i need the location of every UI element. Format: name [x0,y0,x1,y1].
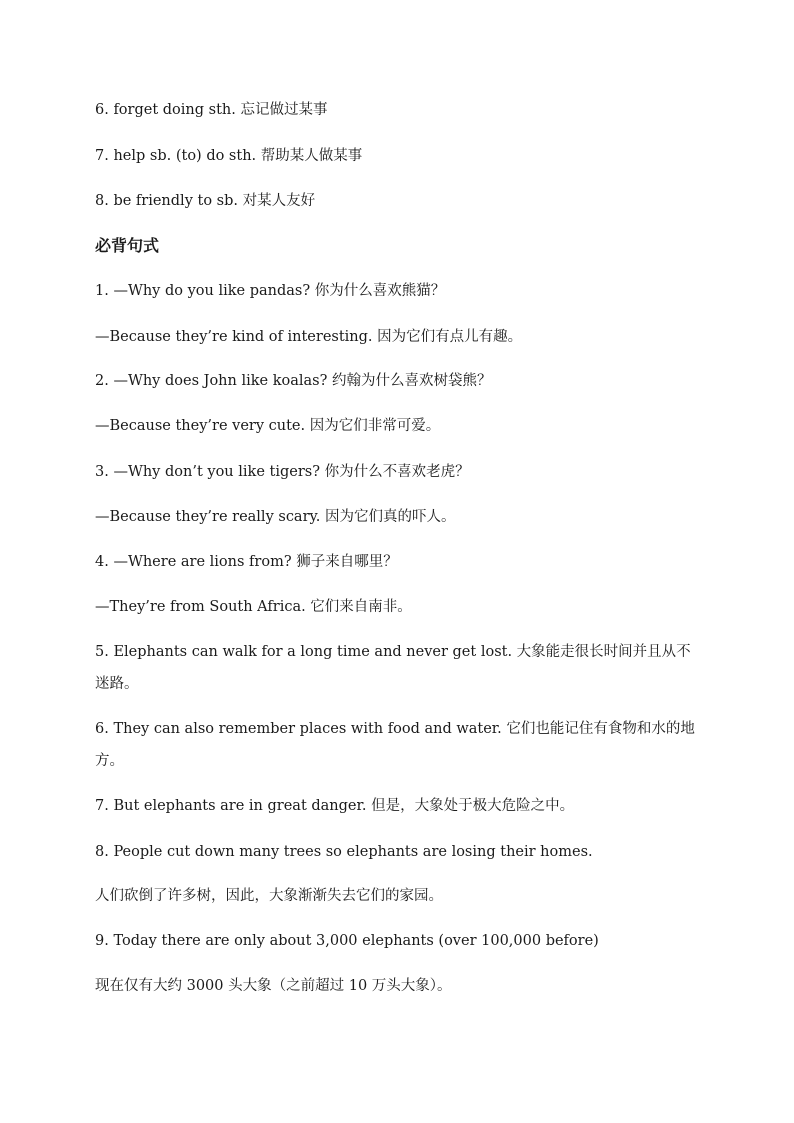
sentence-line: 5. Elephants can walk for a long time and never get lost. 大象能走很长时间并且从不迷路。 [95,644,691,692]
sentence-line: 9. Today there are only about 3,000 elephants (over 100,000 before) [95,933,599,949]
sentence-line: —They’re from South Africa. 它们来自南非。 [95,599,412,615]
sentence-line: —Because they’re really scary. 因为它们真的吓人。 [95,509,456,525]
sentence-line: 7. But elephants are in great danger. 但是，大象处于极大危险之中。 [95,798,575,814]
sentence-line: 6. They can also remember places with food and water. 它们也能记住有食物和水的地方。 [95,721,695,769]
sentence-line: 3. —Why don’t you like tigers? 你为什么不喜欢老虎？ [95,464,470,480]
phrase-line: 7. help sb. (to) do sth. 帮助某人做某事 [95,148,363,164]
phrase-line: 8. be friendly to sb. 对某人友好 [95,193,316,209]
sentence-line: 4. —Where are lions from? 狮子来自哪里？ [95,554,398,570]
sentence-line: —Because they’re very cute. 因为它们非常可爱。 [95,418,441,434]
section-heading: 必背句式 [95,236,160,255]
sentence-line: 现在仅有大约 3000 头大象（之前超过 10 万头大象）。 [95,978,452,994]
phrase-line: 6. forget doing sth. 忘记做过某事 [95,102,328,118]
sentence-line: 8. People cut down many trees so elephants are losing their homes. [95,844,593,860]
sentence-line: 2. —Why does John like koalas? 约翰为什么喜欢树袋熊？ [95,373,492,389]
sentence-line: 1. —Why do you like pandas? 你为什么喜欢熊猫？ [95,283,446,299]
sentence-line: 人们砍倒了许多树，因此，大象渐渐失去它们的家园。 [95,888,443,904]
sentence-line: —Because they’re kind of interesting. 因为它们有点儿有趣。 [95,329,523,345]
